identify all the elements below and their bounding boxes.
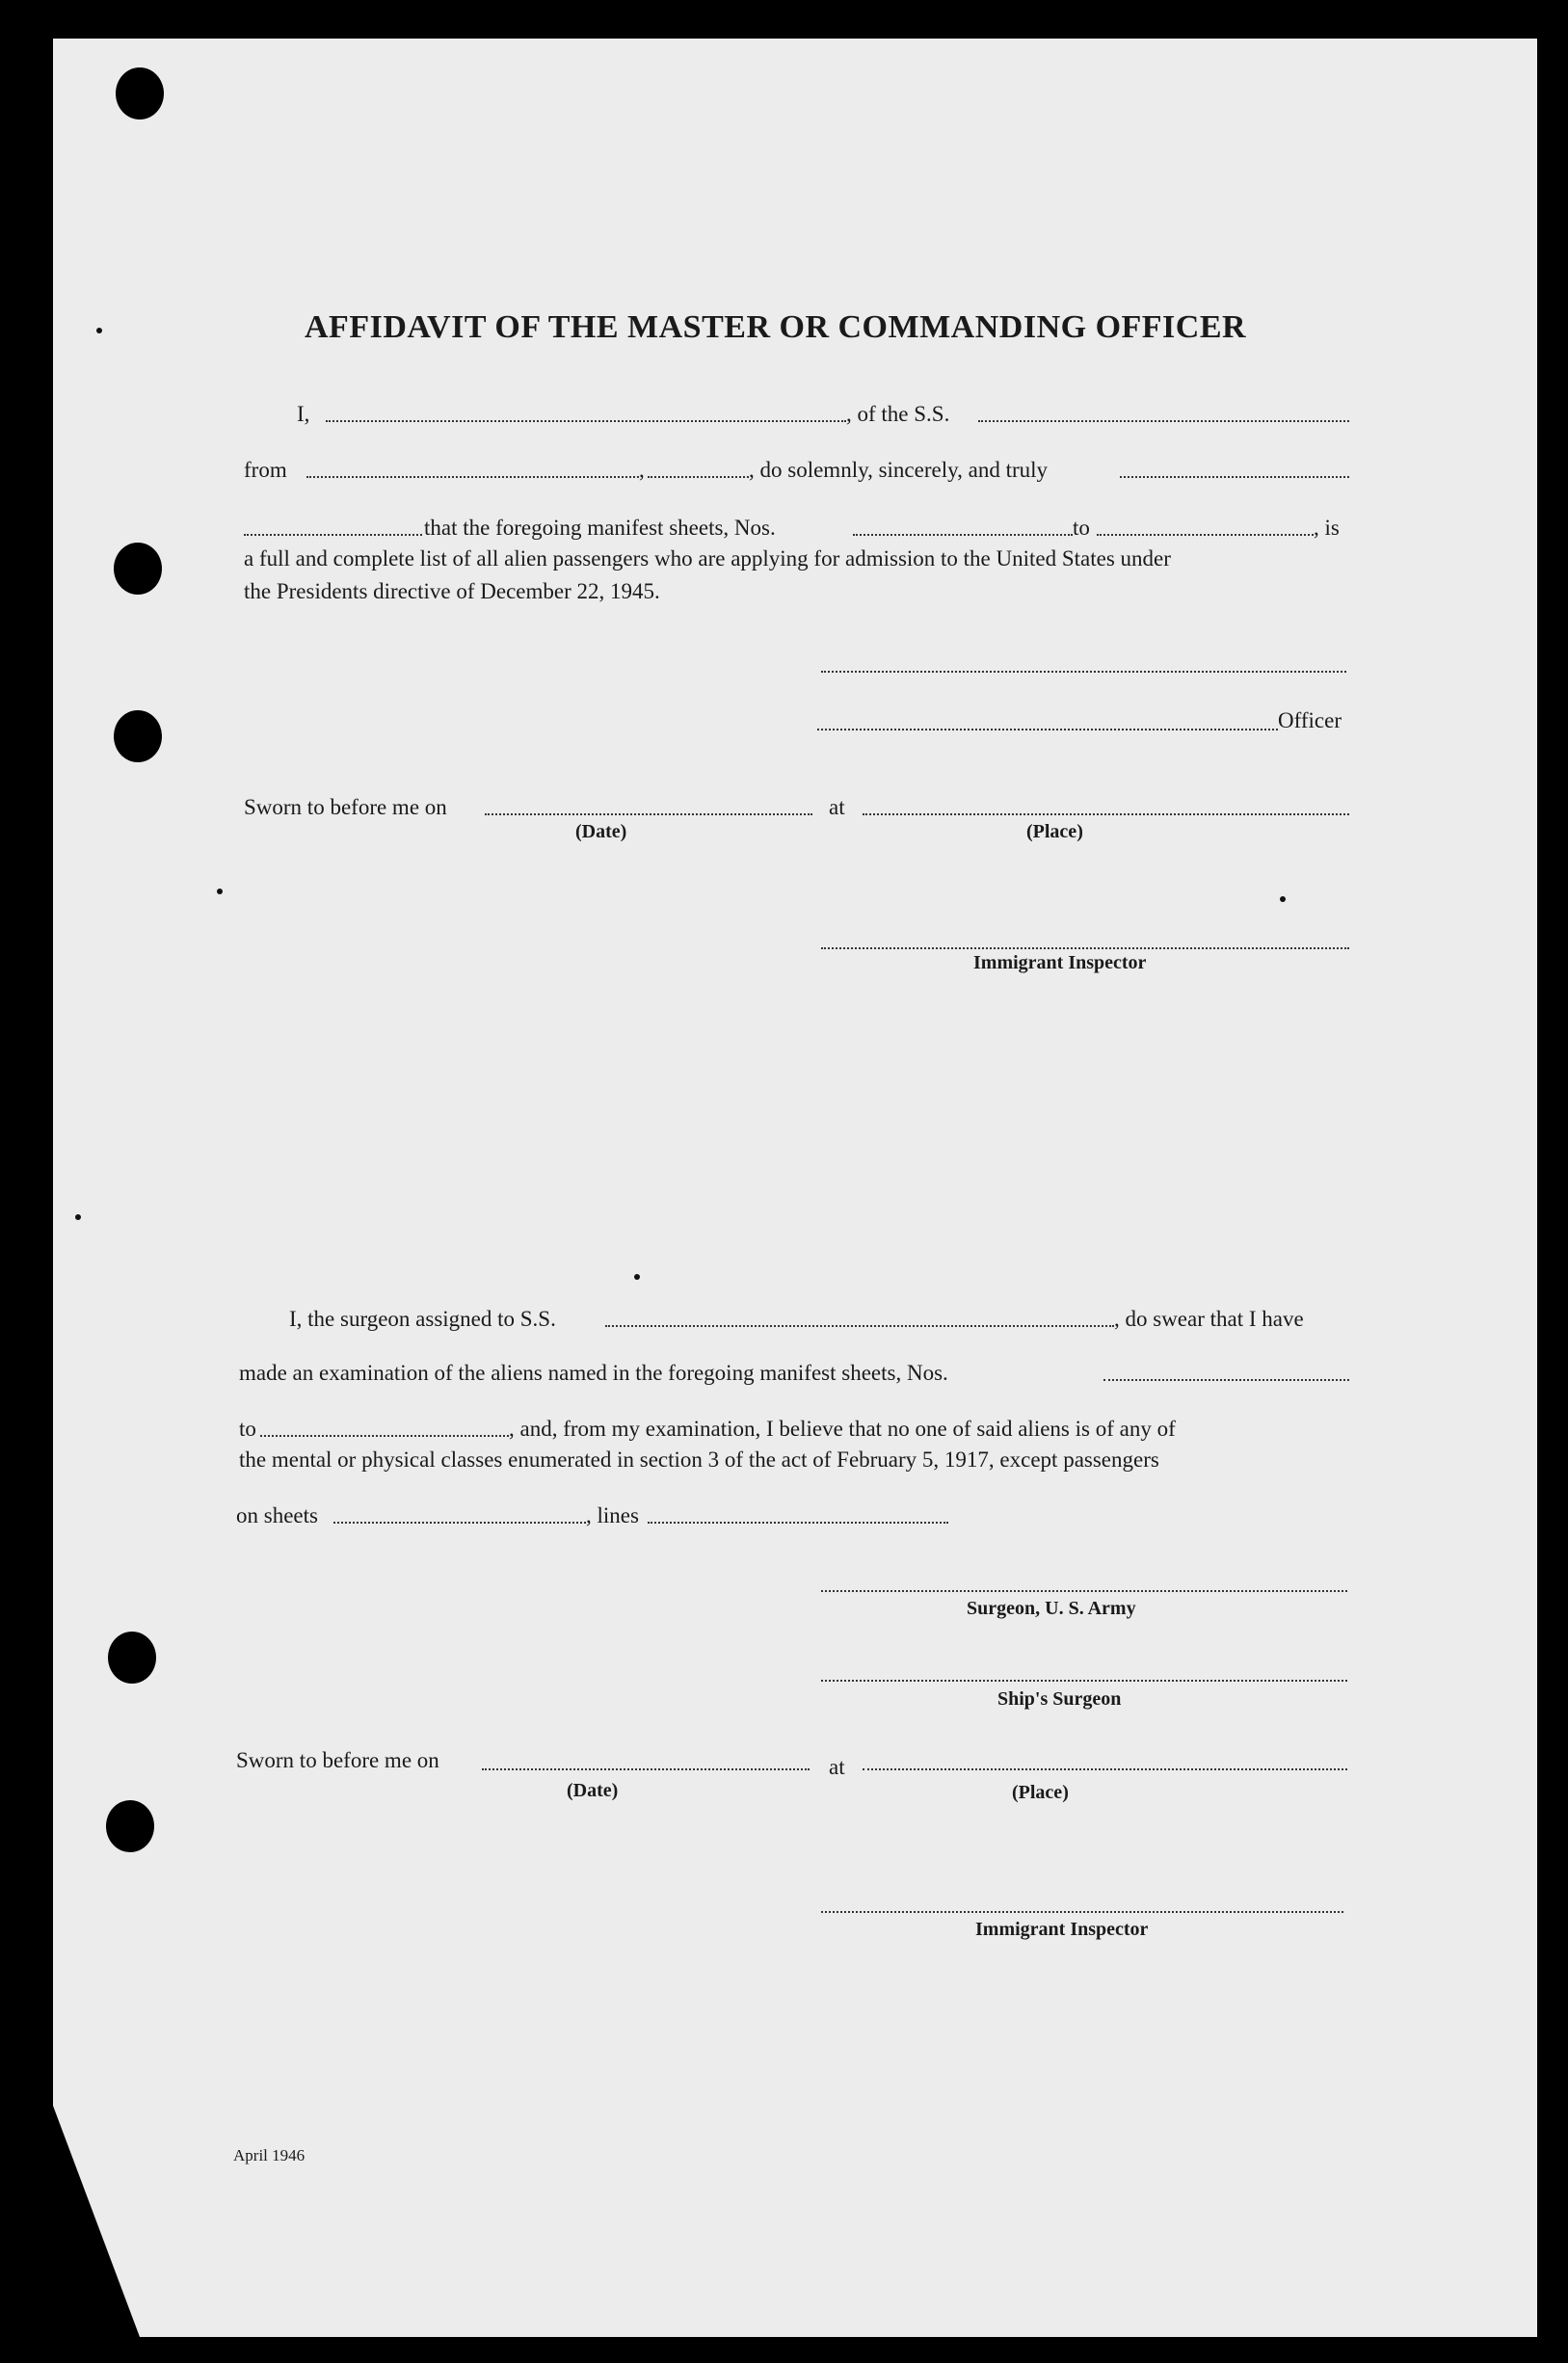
surgeon-sworn-date-field[interactable] — [482, 1768, 810, 1770]
oath-word-field[interactable] — [244, 534, 422, 536]
officer-label: Officer — [1278, 708, 1342, 732]
except-lines-field[interactable] — [648, 1522, 948, 1524]
surgeon-at: at — [829, 1755, 845, 1779]
surgeon-sworn: Sworn to before me on — [236, 1748, 439, 1772]
army-surgeon-signature[interactable] — [821, 1590, 1347, 1592]
ships-surgeon-signature[interactable] — [821, 1680, 1347, 1682]
surgeon-line4: the mental or physical classes enumerated in section 3 of the act of February 5, 1917, except passengers — [239, 1447, 1159, 1472]
surgeon-place-label: (Place) — [1012, 1782, 1069, 1803]
master-line2: a full and complete list of all alien passengers who are applying for admission to the United States under — [244, 546, 1171, 571]
oath-field[interactable] — [1120, 476, 1349, 478]
master-name-field[interactable] — [326, 420, 846, 422]
master-sworn-date-field[interactable] — [485, 813, 812, 815]
surgeon-sheets-to-field[interactable] — [260, 1435, 509, 1437]
form-paper — [53, 39, 1537, 2337]
punch-hole — [114, 710, 162, 762]
page-title: AFFIDAVIT OF THE MASTER OR COMMANDING OFFICER — [305, 309, 1247, 345]
master-that-foregoing: that the foregoing manifest sheets, Nos. — [424, 516, 776, 540]
master-comma: , — [639, 458, 645, 482]
master-sworn-place-field[interactable] — [863, 813, 1349, 815]
surgeon-inspector-label: Immigrant Inspector — [975, 1919, 1149, 1940]
master-inspector-signature[interactable] — [821, 947, 1349, 949]
master-of-ss: , of the S.S. — [846, 402, 950, 426]
surgeon-date-label: (Date) — [567, 1780, 619, 1801]
master-i: I, — [297, 402, 310, 426]
master-sworn: Sworn to before me on — [244, 795, 447, 819]
officer-signature-line-2[interactable] — [817, 729, 1278, 730]
from-field-2[interactable] — [648, 476, 749, 478]
surgeon-swear: , do swear that I have — [1114, 1307, 1304, 1331]
master-to: to — [1073, 516, 1090, 540]
master-at: at — [829, 795, 845, 819]
sheets-from-field[interactable] — [853, 534, 1073, 536]
punch-hole — [114, 543, 162, 595]
surgeon-on-sheets: on sheets — [236, 1503, 318, 1527]
surgeon-lines: , lines — [586, 1503, 639, 1527]
punch-hole — [108, 1632, 156, 1684]
officer-signature-line-1[interactable] — [821, 671, 1346, 673]
surgeon-sheets-from-field[interactable] — [1103, 1379, 1349, 1381]
army-surgeon-label: Surgeon, U. S. Army — [967, 1598, 1136, 1619]
speck — [217, 889, 223, 894]
punch-hole — [106, 1800, 154, 1852]
master-date-label: (Date) — [575, 821, 627, 842]
except-sheets-field[interactable] — [333, 1522, 586, 1524]
ships-surgeon-label: Ship's Surgeon — [997, 1688, 1122, 1710]
from-field[interactable] — [306, 476, 639, 478]
master-is: , is — [1314, 516, 1340, 540]
punch-hole — [116, 67, 164, 119]
surgeon-to: to — [239, 1417, 256, 1441]
master-inspector-label: Immigrant Inspector — [973, 952, 1147, 973]
surgeon-ship-field[interactable] — [605, 1325, 1114, 1327]
form-date-footer: April 1946 — [233, 2146, 306, 2164]
speck — [75, 1214, 81, 1220]
surgeon-line3-rest: , and, from my examination, I believe that no one of said aliens is of any of — [509, 1417, 1176, 1441]
sheets-to-field[interactable] — [1097, 534, 1314, 536]
ship-name-field[interactable] — [978, 420, 1349, 422]
surgeon-inspector-signature[interactable] — [821, 1911, 1343, 1913]
speck — [634, 1274, 640, 1280]
surgeon-sworn-place-field[interactable] — [863, 1768, 1347, 1770]
speck — [96, 328, 102, 333]
speck — [1280, 896, 1286, 902]
surgeon-line1: I, the surgeon assigned to S.S. — [289, 1307, 556, 1331]
master-line3: the Presidents directive of December 22, 1945. — [244, 579, 660, 603]
master-do-solemnly: , do solemnly, sincerely, and truly — [749, 458, 1049, 482]
master-from: from — [244, 458, 287, 482]
surgeon-line2: made an examination of the aliens named in the foregoing manifest sheets, Nos. — [239, 1361, 948, 1385]
master-place-label: (Place) — [1026, 821, 1083, 842]
